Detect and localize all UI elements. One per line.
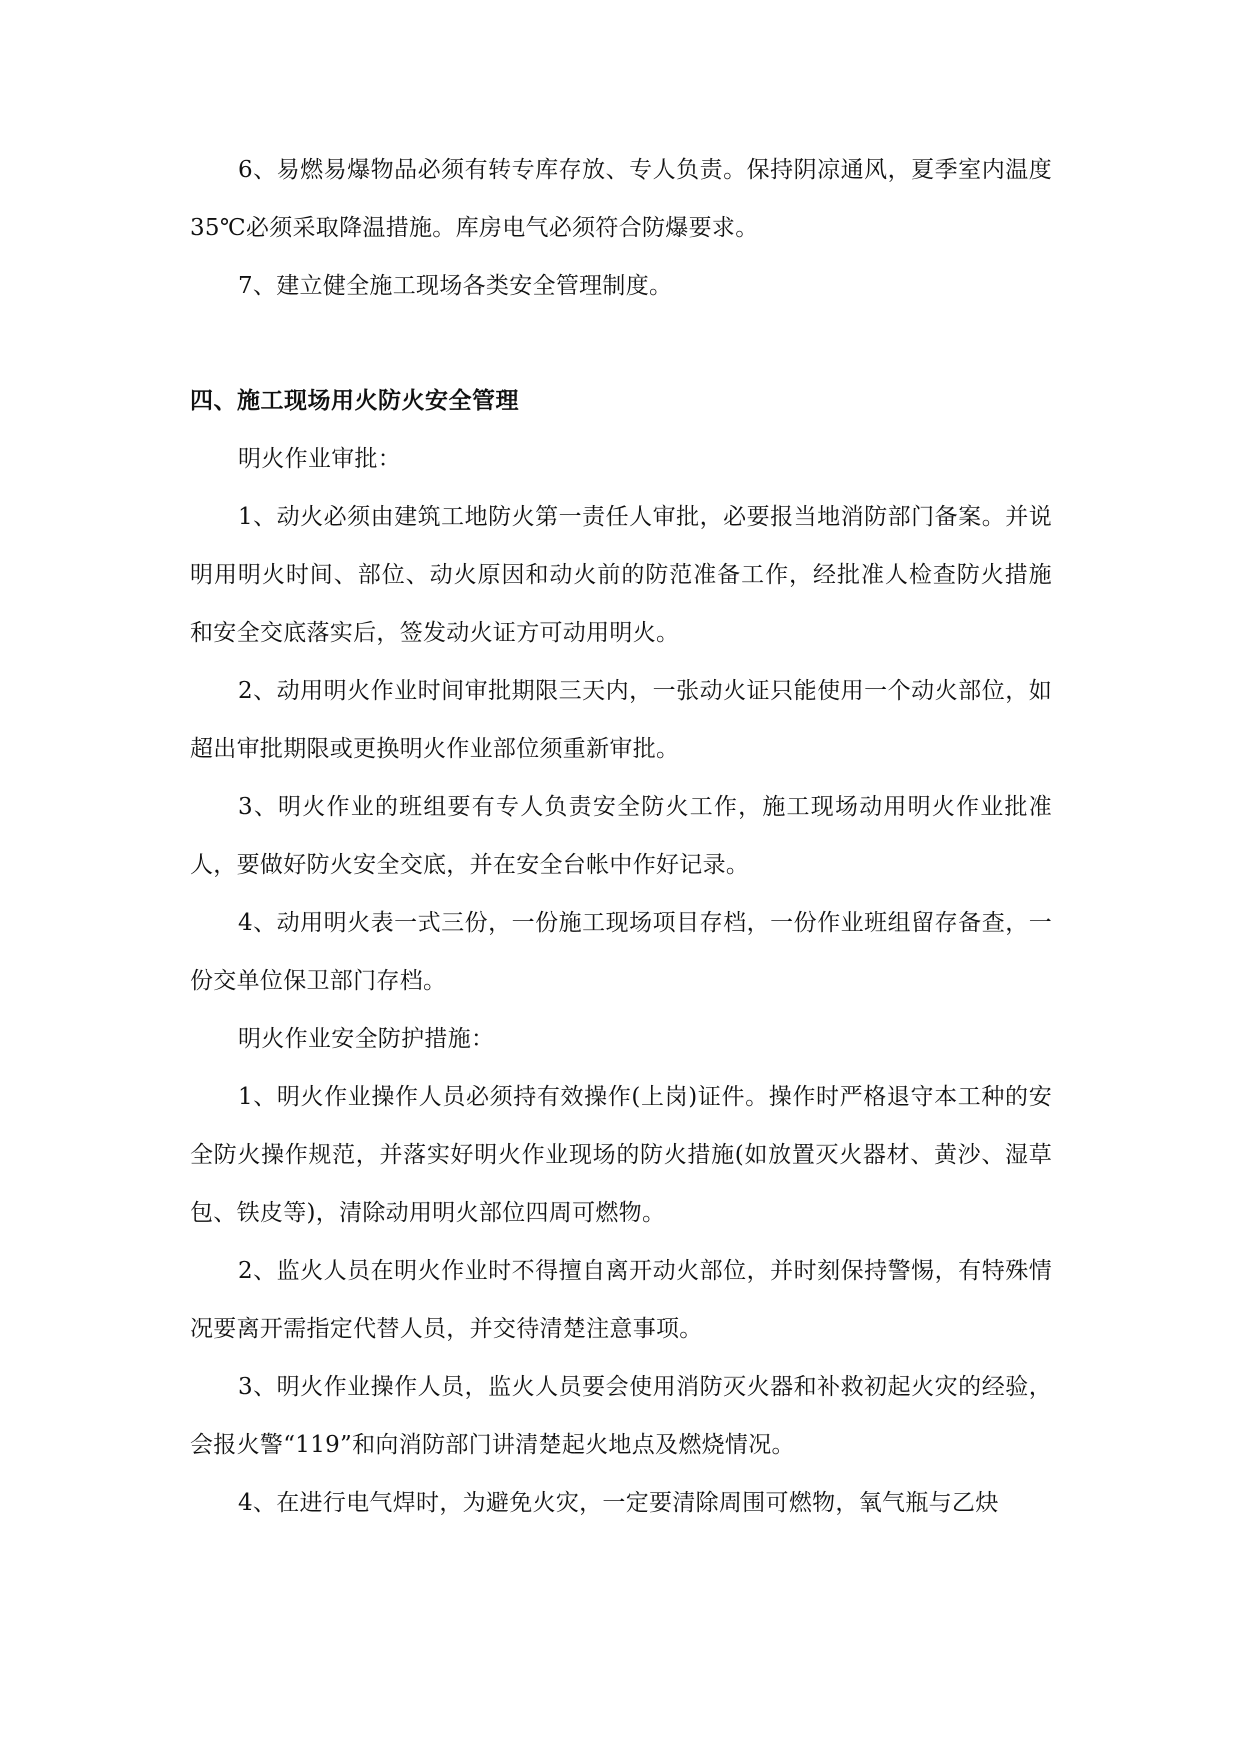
protection-item-1: 1、明火作业操作人员必须持有效操作(上岗)证件。操作时严格退守本工种的安全防火操作规范，并落实好明火作业现场的防火措施(如放置灭火器材、黄沙、湿草包、铁皮等)，清除动用明火部位四周可燃物。 xyxy=(190,1084,1052,1226)
paragraph-item-7: 7、建立健全施工现场各类安全管理制度。 xyxy=(238,273,673,299)
protection-item-4: 4、在进行电气焊时，为避免火灾，一定要清除周围可燃物，氧气瓶与乙炔 xyxy=(238,1490,999,1516)
approval-item-2: 2、动用明火作业时间审批期限三天内，一张动火证只能使用一个动火部位，如超出审批期限或更换明火作业部位须重新审批。 xyxy=(190,678,1052,762)
approval-item-4: 4、动用明火表一式三份，一份施工现场项目存档，一份作业班组留存备查，一份交单位保卫部门存档。 xyxy=(190,910,1052,994)
approval-subtitle: 明火作业审批： xyxy=(238,446,402,472)
protection-subtitle: 明火作业安全防护措施： xyxy=(238,1026,495,1052)
approval-item-1: 1、动火必须由建筑工地防火第一责任人审批，必要报当地消防部门备案。并说明用明火时间、部位、动火原因和动火前的防范准备工作，经批准人检查防火措施和安全交底落实后，签发动火证方可动用明火。 xyxy=(190,504,1052,646)
protection-item-2: 2、监火人员在明火作业时不得擅自离开动火部位，并时刻保持警惕，有特殊情况要离开需指定代替人员，并交待清楚注意事项。 xyxy=(190,1258,1052,1342)
protection-item-3: 3、明火作业操作人员，监火人员要会使用消防灭火器和补救初起火灾的经验，会报火警“119”和向消防部门讲清楚起火地点及燃烧情况。 xyxy=(190,1374,1052,1458)
paragraph-item-6: 6、易燃易爆物品必须有转专库存放、专人负责。保持阴凉通风，夏季室内温度35℃必须采取降温措施。库房电气必须符合防爆要求。 xyxy=(190,157,1052,241)
approval-item-3: 3、明火作业的班组要有专人负责安全防火工作，施工现场动用明火作业批准人，要做好防火安全交底，并在安全台帐中作好记录。 xyxy=(190,794,1052,878)
section-heading: 四、施工现场用火防火安全管理 xyxy=(190,387,519,414)
